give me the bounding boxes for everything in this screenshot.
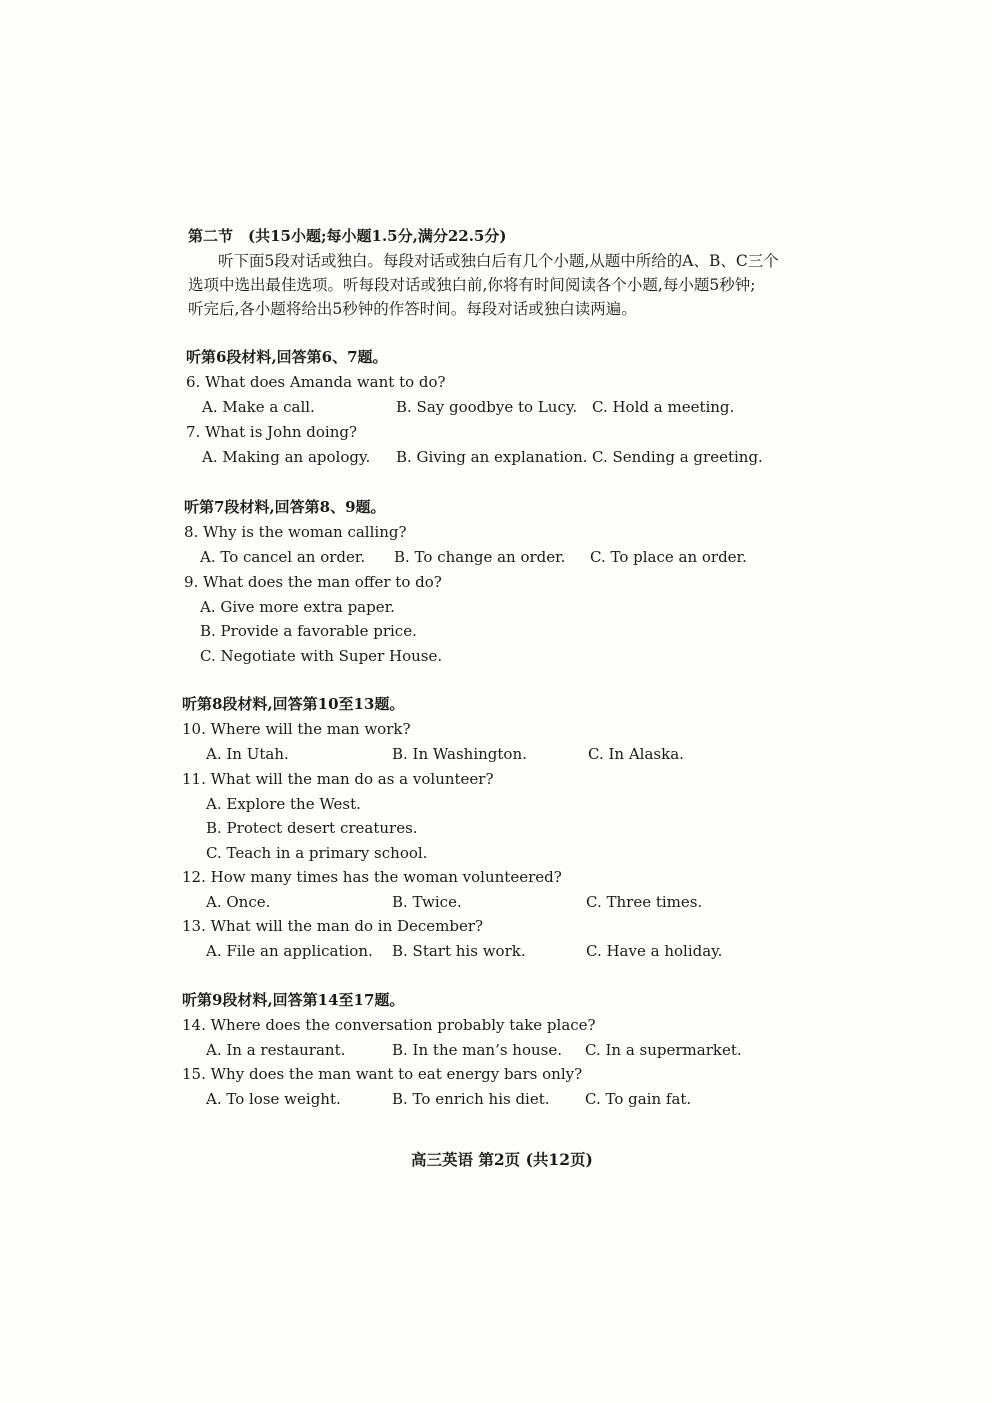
option-c: C. In a supermarket.: [585, 1041, 742, 1059]
option-b: B. Say goodbye to Lucy.: [396, 398, 578, 416]
instruction-line-1: 听下面5段对话或独白。每段对话或独白后有几个小题,从题中所给的A、B、C三个: [218, 252, 779, 270]
instruction-line-3: 听完后,各小题将给出5秒钟的作答时间。每段对话或独白读两遍。: [188, 300, 637, 318]
option-b: B. Provide a favorable price.: [200, 622, 417, 640]
question-stem: 15. Why does the man want to eat energy bars only?: [182, 1065, 583, 1083]
question-stem: 8. Why is the woman calling?: [184, 523, 407, 541]
option-a: A. To lose weight.: [206, 1090, 341, 1108]
option-b: B. To change an order.: [394, 548, 566, 566]
group-header: 听第7段材料,回答第8、9题。: [184, 498, 386, 516]
question-stem: 10. Where will the man work?: [182, 720, 411, 738]
option-a: A. In Utah.: [206, 745, 289, 763]
option-b: B. In Washington.: [392, 745, 527, 763]
option-c: C. Three times.: [586, 893, 703, 911]
option-c: C. Have a holiday.: [586, 942, 723, 960]
group-header: 听第9段材料,回答第14至17题。: [182, 991, 405, 1009]
option-c: C. Teach in a primary school.: [206, 844, 428, 862]
option-b: B. Giving an explanation.: [396, 448, 588, 466]
page-footer: 高三英语 第2页 (共12页): [411, 1150, 593, 1169]
option-c: C. Sending a greeting.: [592, 448, 763, 466]
option-a: A. Explore the West.: [206, 795, 361, 813]
option-a: A. Give more extra paper.: [200, 598, 395, 616]
option-a: A. Making an apology.: [202, 448, 371, 466]
option-c: C. In Alaska.: [588, 745, 684, 763]
group-header: 听第6段材料,回答第6、7题。: [186, 348, 388, 366]
option-a: A. File an application.: [206, 942, 373, 960]
option-b: B. Twice.: [392, 893, 462, 911]
question-stem: 14. Where does the conversation probably take place?: [182, 1016, 596, 1034]
option-c: C. To gain fat.: [585, 1090, 692, 1108]
question-stem: 7. What is John doing?: [186, 423, 358, 441]
option-a: A. Once.: [206, 893, 271, 911]
question-stem: 13. What will the man do in December?: [182, 917, 484, 935]
option-b: B. To enrich his diet.: [392, 1090, 550, 1108]
option-a: A. In a restaurant.: [206, 1041, 346, 1059]
option-c: C. To place an order.: [590, 548, 747, 566]
group-header: 听第8段材料,回答第10至13题。: [182, 695, 405, 713]
question-stem: 6. What does Amanda want to do?: [186, 373, 446, 391]
question-stem: 11. What will the man do as a volunteer?: [182, 770, 494, 788]
option-b: B. Protect desert creatures.: [206, 819, 418, 837]
question-stem: 9. What does the man offer to do?: [184, 573, 442, 591]
option-b: B. Start his work.: [392, 942, 526, 960]
question-stem: 12. How many times has the woman volunteered?: [182, 868, 562, 886]
option-a: A. Make a call.: [202, 398, 315, 416]
option-a: A. To cancel an order.: [200, 548, 366, 566]
instruction-line-2: 选项中选出最佳选项。听每段对话或独白前,你将有时间阅读各个小题,每小题5秒钟;: [188, 276, 756, 294]
option-c: C. Hold a meeting.: [592, 398, 735, 416]
section-title: 第二节 (共15小题;每小题1.5分,满分22.5分): [188, 227, 507, 245]
option-c: C. Negotiate with Super House.: [200, 647, 443, 665]
option-b: B. In the man’s house.: [392, 1041, 563, 1059]
